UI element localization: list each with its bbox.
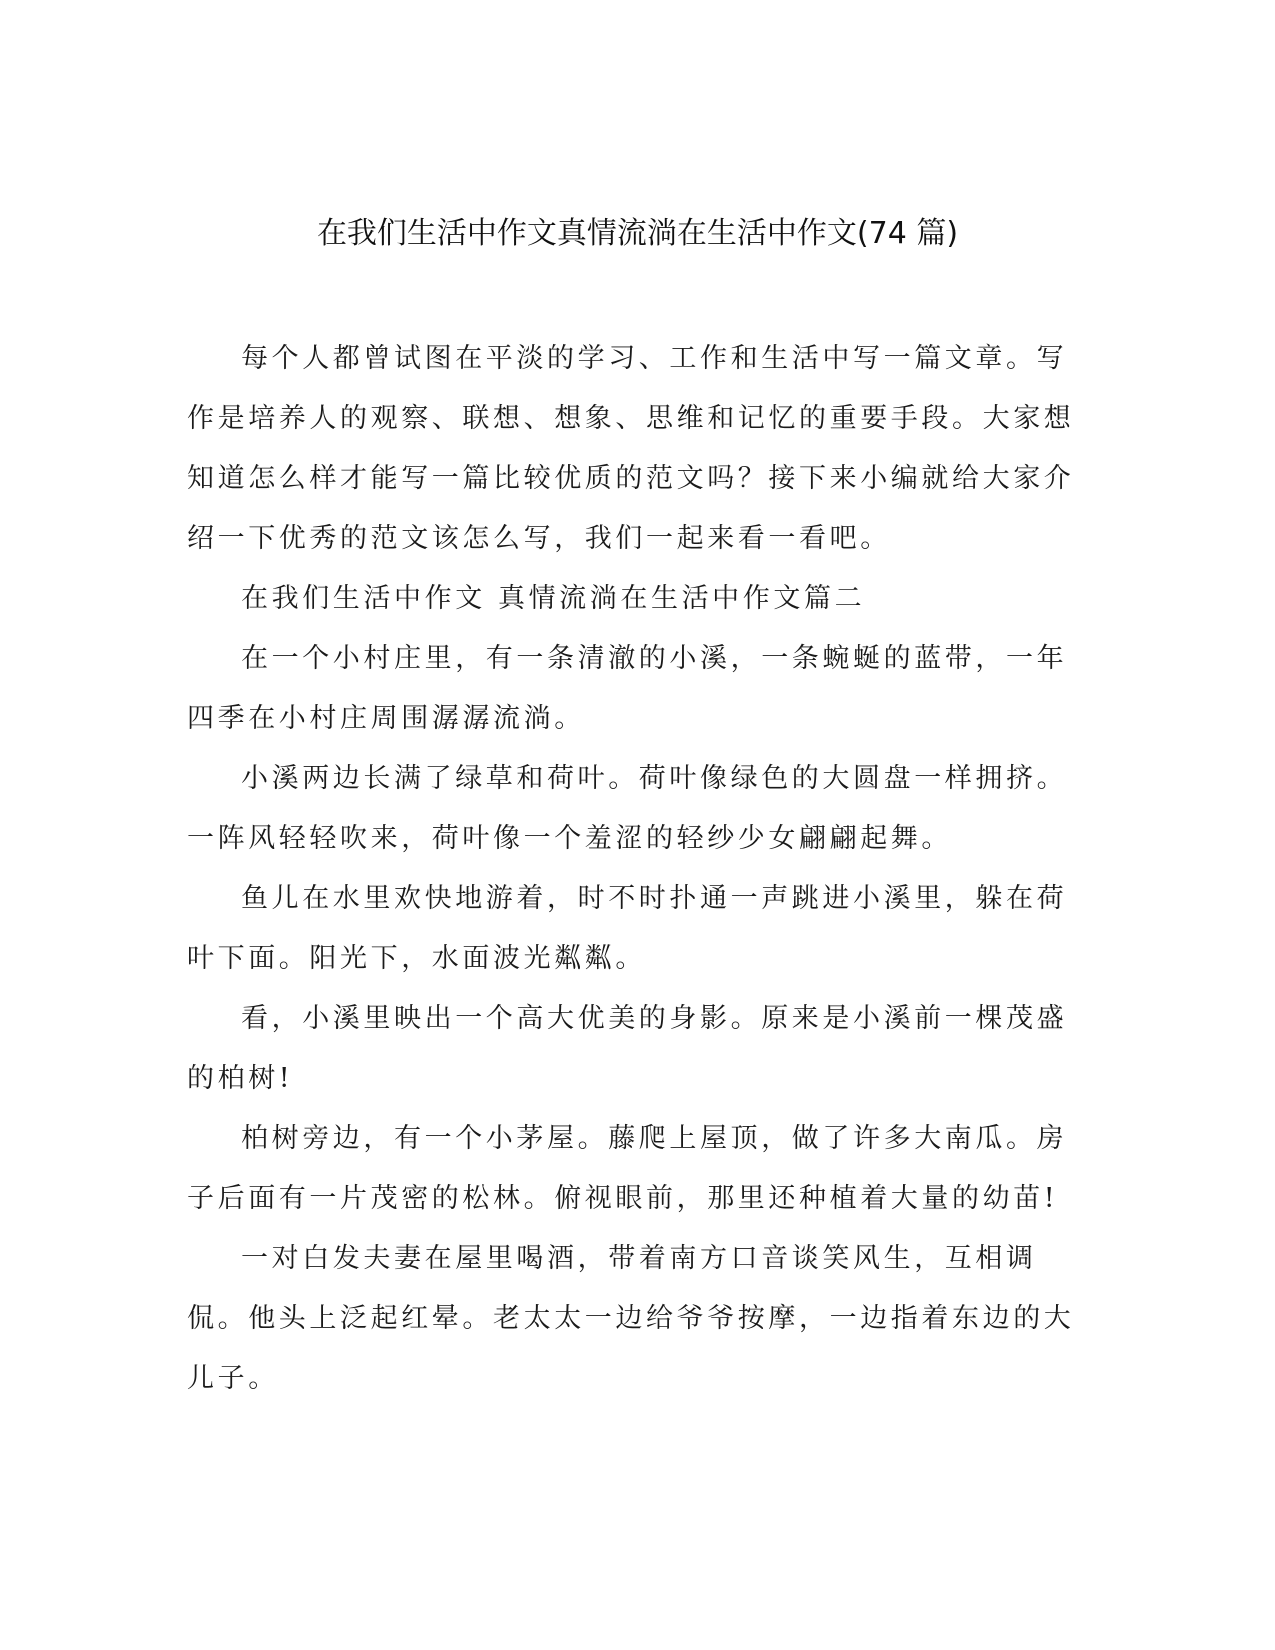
paragraph: 鱼儿在水里欢快地游着，时不时扑通一声跳进小溪里，躲在荷叶下面。阳光下，水面波光粼粼。	[187, 883, 1068, 974]
paragraph: 看，小溪里映出一个高大优美的身影。原来是小溪前一棵茂盛的柏树!	[187, 1003, 1068, 1094]
document-body	[187, 329, 1087, 1409]
section-heading: 在我们生活中作文 真情流淌在生活中作文篇二	[241, 583, 866, 614]
paragraph: 一对白发夫妻在屋里喝酒，带着南方口音谈笑风生，互相调侃。他头上泛起红晕。老太太一边给爷爷按摩，一边指着东边的大儿子。	[187, 1243, 1075, 1394]
paragraph: 在一个小村庄里，有一条清澈的小溪，一条蜿蜒的蓝带，一年四季在小村庄周围潺潺流淌。	[187, 643, 1068, 734]
paragraph: 每个人都曾试图在平淡的学习、工作和生活中写一篇文章。写作是培养人的观察、联想、想象、思维和记忆的重要手段。大家想知道怎么样才能写一篇比较优质的范文吗？接下来小编就给大家介绍一下优秀的范文该怎么写，我们一起来看一看吧。	[187, 343, 1075, 554]
document-title: 在我们生活中作文真情流淌在生活中作文(74 篇)	[316, 216, 959, 251]
paragraph: 柏树旁边，有一个小茅屋。藤爬上屋顶，做了许多大南瓜。房子后面有一片茂密的松林。俯视眼前，那里还种植着大量的幼苗!	[187, 1123, 1068, 1214]
paragraph: 小溪两边长满了绿草和荷叶。荷叶像绿色的大圆盘一样拥挤。一阵风轻轻吹来，荷叶像一个羞涩的轻纱少女翩翩起舞。	[187, 763, 1068, 854]
